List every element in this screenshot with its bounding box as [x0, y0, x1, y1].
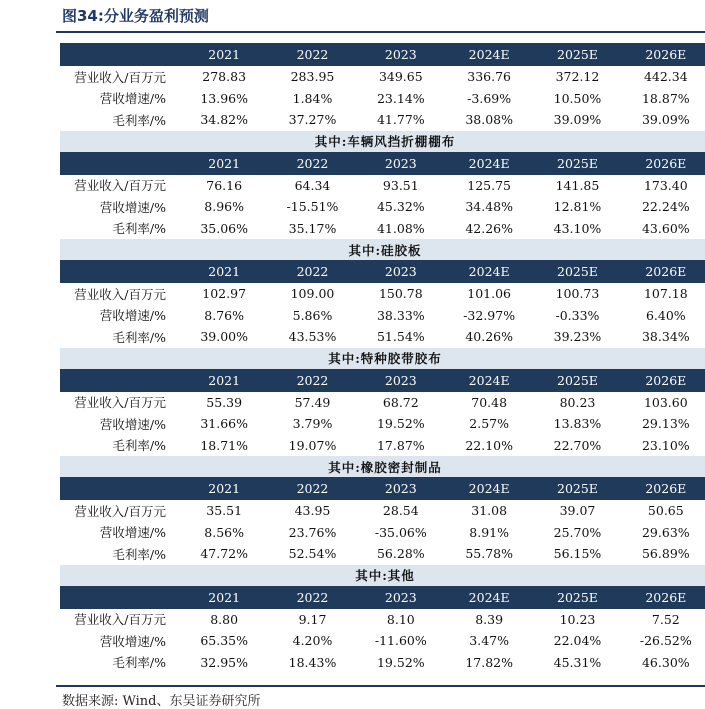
table-cell: 8.10	[386, 611, 415, 627]
table-cell: 43.60%	[641, 220, 690, 236]
year-header: 2023	[357, 260, 445, 283]
table-cell: 42.26%	[465, 220, 513, 236]
year-header: 2022	[268, 43, 356, 66]
source-note: 数据来源: Wind、东吴证券研究所	[62, 694, 261, 709]
table-cell: 39.23%	[553, 329, 602, 345]
table-row	[60, 305, 705, 327]
table-cell: 50.65	[647, 503, 684, 519]
table-cell: 39.09%	[553, 112, 602, 128]
table-cell: 80.23	[559, 394, 596, 410]
section-title: 其中:特种胶带胶布	[60, 348, 705, 369]
table-cell: 5.86%	[292, 307, 333, 323]
year-header-row	[60, 477, 705, 500]
table-cell: 17.87%	[376, 437, 425, 453]
section-title: 其中:车辆风挡折棚棚布	[60, 131, 705, 152]
table-cell: 442.34	[643, 69, 688, 85]
table-cell: 19.52%	[376, 654, 425, 670]
year-header: 2022	[268, 369, 356, 392]
year-header: 2021	[180, 260, 268, 283]
row-label: 营收增速/%	[99, 199, 166, 215]
row-label: 毛利率/%	[112, 655, 166, 671]
table-row	[60, 609, 705, 631]
year-header: 2022	[268, 260, 356, 283]
table-row	[60, 218, 705, 240]
year-header: 2026E	[622, 369, 705, 392]
table-cell: 56.15%	[553, 546, 602, 562]
table-cell: -0.33%	[555, 307, 600, 323]
year-header: 2025E	[533, 586, 621, 609]
year-header-row	[60, 152, 705, 175]
table-cell: 9.17	[298, 611, 327, 627]
header-blank	[60, 369, 180, 392]
year-header: 2021	[180, 477, 268, 500]
table-cell: 43.53%	[288, 329, 337, 345]
year-header: 2023	[357, 586, 445, 609]
section-header-row	[60, 131, 705, 152]
row-label: 营业收入/百万元	[74, 178, 166, 194]
table-cell: 40.26%	[465, 329, 513, 345]
table-cell: 173.40	[643, 177, 688, 193]
year-header: 2026E	[622, 152, 705, 175]
table-cell: 18.71%	[200, 437, 248, 453]
table-cell: 46.30%	[641, 654, 690, 670]
table-cell: -15.51%	[286, 199, 339, 215]
table-cell: 52.54%	[288, 546, 337, 562]
row-label: 毛利率/%	[112, 546, 166, 562]
row-label: 营收增速/%	[99, 416, 166, 432]
table-cell: 7.52	[651, 611, 680, 627]
header-blank	[60, 43, 180, 66]
table-cell: 8.76%	[204, 307, 245, 323]
figure-title: 图34:分业务盈利预测	[62, 7, 209, 25]
table-cell: 38.08%	[465, 112, 513, 128]
table-cell: 41.77%	[376, 112, 425, 128]
table-cell: 29.63%	[641, 524, 690, 540]
year-header: 2022	[268, 586, 356, 609]
table-row	[60, 392, 705, 414]
table-cell: 22.24%	[641, 199, 690, 215]
table-cell: 51.54%	[376, 329, 425, 345]
top-rule	[56, 31, 705, 33]
row-label: 营收增速/%	[99, 525, 166, 541]
section-title: 其中:硅胶板	[60, 239, 705, 260]
header-blank	[60, 260, 180, 283]
section-header-row	[60, 348, 705, 369]
table-cell: 38.33%	[376, 307, 425, 323]
table-cell: 47.72%	[200, 546, 248, 562]
table-cell: 43.95	[294, 503, 331, 519]
year-header: 2024E	[445, 43, 533, 66]
table-cell: 107.18	[643, 286, 688, 302]
table-cell: 12.81%	[553, 199, 602, 215]
table-cell: 31.08	[471, 503, 508, 519]
section-header-row	[60, 239, 705, 260]
table-cell: 336.76	[467, 69, 512, 85]
table-row	[60, 109, 705, 131]
table-cell: 35.06%	[200, 220, 248, 236]
table-cell: 35.17%	[288, 220, 337, 236]
table-cell: 28.54	[382, 503, 419, 519]
year-header: 2022	[268, 477, 356, 500]
table-row	[60, 413, 705, 435]
table-cell: 55.39	[206, 394, 243, 410]
row-label: 毛利率/%	[112, 438, 166, 454]
table-cell: 37.27%	[288, 112, 337, 128]
row-label: 营收增速/%	[99, 91, 166, 107]
table-cell: 102.97	[202, 286, 247, 302]
table-cell: 34.82%	[200, 112, 248, 128]
table-cell: 278.83	[202, 69, 247, 85]
year-header: 2023	[357, 43, 445, 66]
table-cell: 39.09%	[641, 112, 690, 128]
row-label: 营业收入/百万元	[74, 612, 166, 628]
row-label: 营业收入/百万元	[74, 69, 166, 85]
table-cell: 18.43%	[288, 654, 337, 670]
table-cell: 35.51	[206, 503, 243, 519]
table-cell: 19.07%	[288, 437, 337, 453]
year-header: 2024E	[445, 260, 533, 283]
year-header: 2021	[180, 586, 268, 609]
year-header: 2022	[268, 152, 356, 175]
table-cell: 125.75	[467, 177, 512, 193]
header-blank	[60, 586, 180, 609]
table-cell: 8.96%	[204, 199, 245, 215]
table-cell: 56.28%	[376, 546, 425, 562]
year-header-row	[60, 260, 705, 283]
table-cell: 10.50%	[553, 90, 602, 106]
table-cell: 372.12	[555, 69, 600, 85]
table-cell: 55.78%	[465, 546, 513, 562]
table-cell: 103.60	[643, 394, 688, 410]
year-header: 2026E	[622, 477, 705, 500]
year-header: 2024E	[445, 369, 533, 392]
table-cell: 45.31%	[553, 654, 602, 670]
table-cell: -32.97%	[463, 307, 516, 323]
table-cell: 4.20%	[292, 633, 333, 649]
table-cell: 101.06	[467, 286, 512, 302]
row-label: 营业收入/百万元	[74, 286, 166, 302]
section-title: 其中:橡胶密封制品	[60, 456, 705, 477]
year-header: 2021	[180, 369, 268, 392]
year-header-row	[60, 369, 705, 392]
table-cell: -35.06%	[374, 524, 427, 540]
row-label: 营业收入/百万元	[74, 503, 166, 519]
section-header-row	[60, 565, 705, 586]
table-cell: 10.23	[559, 611, 596, 627]
table-cell: 109.00	[290, 286, 335, 302]
header-blank	[60, 477, 180, 500]
year-header: 2023	[357, 477, 445, 500]
year-header: 2026E	[622, 43, 705, 66]
year-header-row	[60, 43, 705, 66]
table-cell: 349.65	[378, 69, 423, 85]
year-header: 2025E	[533, 477, 621, 500]
row-label: 营收增速/%	[99, 308, 166, 324]
table-cell: 283.95	[290, 69, 335, 85]
table-cell: 45.32%	[376, 199, 425, 215]
table-row	[60, 88, 705, 110]
table-cell: -11.60%	[374, 633, 427, 649]
row-label: 营业收入/百万元	[74, 395, 166, 411]
table-row	[60, 500, 705, 522]
table-cell: 8.91%	[469, 524, 509, 540]
table-cell: 68.72	[382, 394, 419, 410]
row-label: 毛利率/%	[112, 112, 166, 128]
year-header: 2026E	[622, 586, 705, 609]
table-row	[60, 66, 705, 88]
table-row	[60, 283, 705, 305]
table-cell: -3.69%	[467, 90, 512, 106]
table-cell: 93.51	[382, 177, 419, 193]
header-blank	[60, 152, 180, 175]
table-row	[60, 522, 705, 544]
table-cell: 41.08%	[376, 220, 425, 236]
table-cell: 29.13%	[641, 416, 690, 432]
table-cell: -26.52%	[639, 633, 692, 649]
table-cell: 39.00%	[200, 329, 248, 345]
table-cell: 3.47%	[469, 633, 509, 649]
table-cell: 22.04%	[553, 633, 602, 649]
table-row	[60, 435, 705, 457]
year-header: 2021	[180, 152, 268, 175]
table-row	[60, 175, 705, 197]
table-cell: 70.48	[471, 394, 508, 410]
year-header: 2025E	[533, 43, 621, 66]
table-row	[60, 326, 705, 348]
table-row	[60, 652, 705, 674]
table-cell: 22.70%	[553, 437, 602, 453]
table-cell: 100.73	[555, 286, 600, 302]
table-cell: 8.80	[210, 611, 239, 627]
year-header: 2024E	[445, 152, 533, 175]
year-header: 2026E	[622, 260, 705, 283]
table-cell: 65.35%	[200, 633, 248, 649]
table-cell: 19.52%	[376, 416, 425, 432]
row-label: 毛利率/%	[112, 329, 166, 345]
table-cell: 76.16	[206, 177, 243, 193]
bottom-rule	[56, 685, 705, 687]
table-row	[60, 196, 705, 218]
table-cell: 38.34%	[641, 329, 690, 345]
table-cell: 25.70%	[553, 524, 602, 540]
forecast-table	[60, 43, 705, 673]
table-cell: 31.66%	[200, 416, 248, 432]
year-header: 2025E	[533, 152, 621, 175]
table-cell: 23.14%	[376, 90, 425, 106]
table-cell: 8.56%	[204, 524, 245, 540]
table-cell: 43.10%	[553, 220, 602, 236]
year-header: 2024E	[445, 477, 533, 500]
table-cell: 22.10%	[465, 437, 513, 453]
year-header: 2021	[180, 43, 268, 66]
table-cell: 23.76%	[288, 524, 337, 540]
table-cell: 150.78	[378, 286, 423, 302]
table-cell: 13.83%	[553, 416, 602, 432]
year-header: 2025E	[533, 260, 621, 283]
table-row	[60, 630, 705, 652]
table-cell: 64.34	[294, 177, 331, 193]
table-cell: 34.48%	[465, 199, 513, 215]
year-header: 2023	[357, 152, 445, 175]
table-cell: 57.49	[294, 394, 331, 410]
table-cell: 6.40%	[645, 307, 686, 323]
table-cell: 39.07	[559, 503, 596, 519]
table-cell: 18.87%	[641, 90, 690, 106]
table-cell: 56.89%	[641, 546, 690, 562]
year-header-row	[60, 586, 705, 609]
table-row	[60, 543, 705, 565]
table-cell: 2.57%	[469, 416, 509, 432]
row-label: 营收增速/%	[99, 633, 166, 649]
table-cell: 13.96%	[200, 90, 248, 106]
table-cell: 17.82%	[465, 654, 513, 670]
table-cell: 141.85	[555, 177, 600, 193]
row-label: 毛利率/%	[112, 221, 166, 237]
table-cell: 1.84%	[292, 90, 333, 106]
section-header-row	[60, 456, 705, 477]
table-cell: 32.95%	[200, 654, 248, 670]
section-title: 其中:其他	[60, 565, 705, 586]
table-cell: 8.39	[475, 611, 504, 627]
year-header: 2023	[357, 369, 445, 392]
year-header: 2025E	[533, 369, 621, 392]
table-cell: 3.79%	[292, 416, 333, 432]
year-header: 2024E	[445, 586, 533, 609]
table-cell: 23.10%	[641, 437, 690, 453]
